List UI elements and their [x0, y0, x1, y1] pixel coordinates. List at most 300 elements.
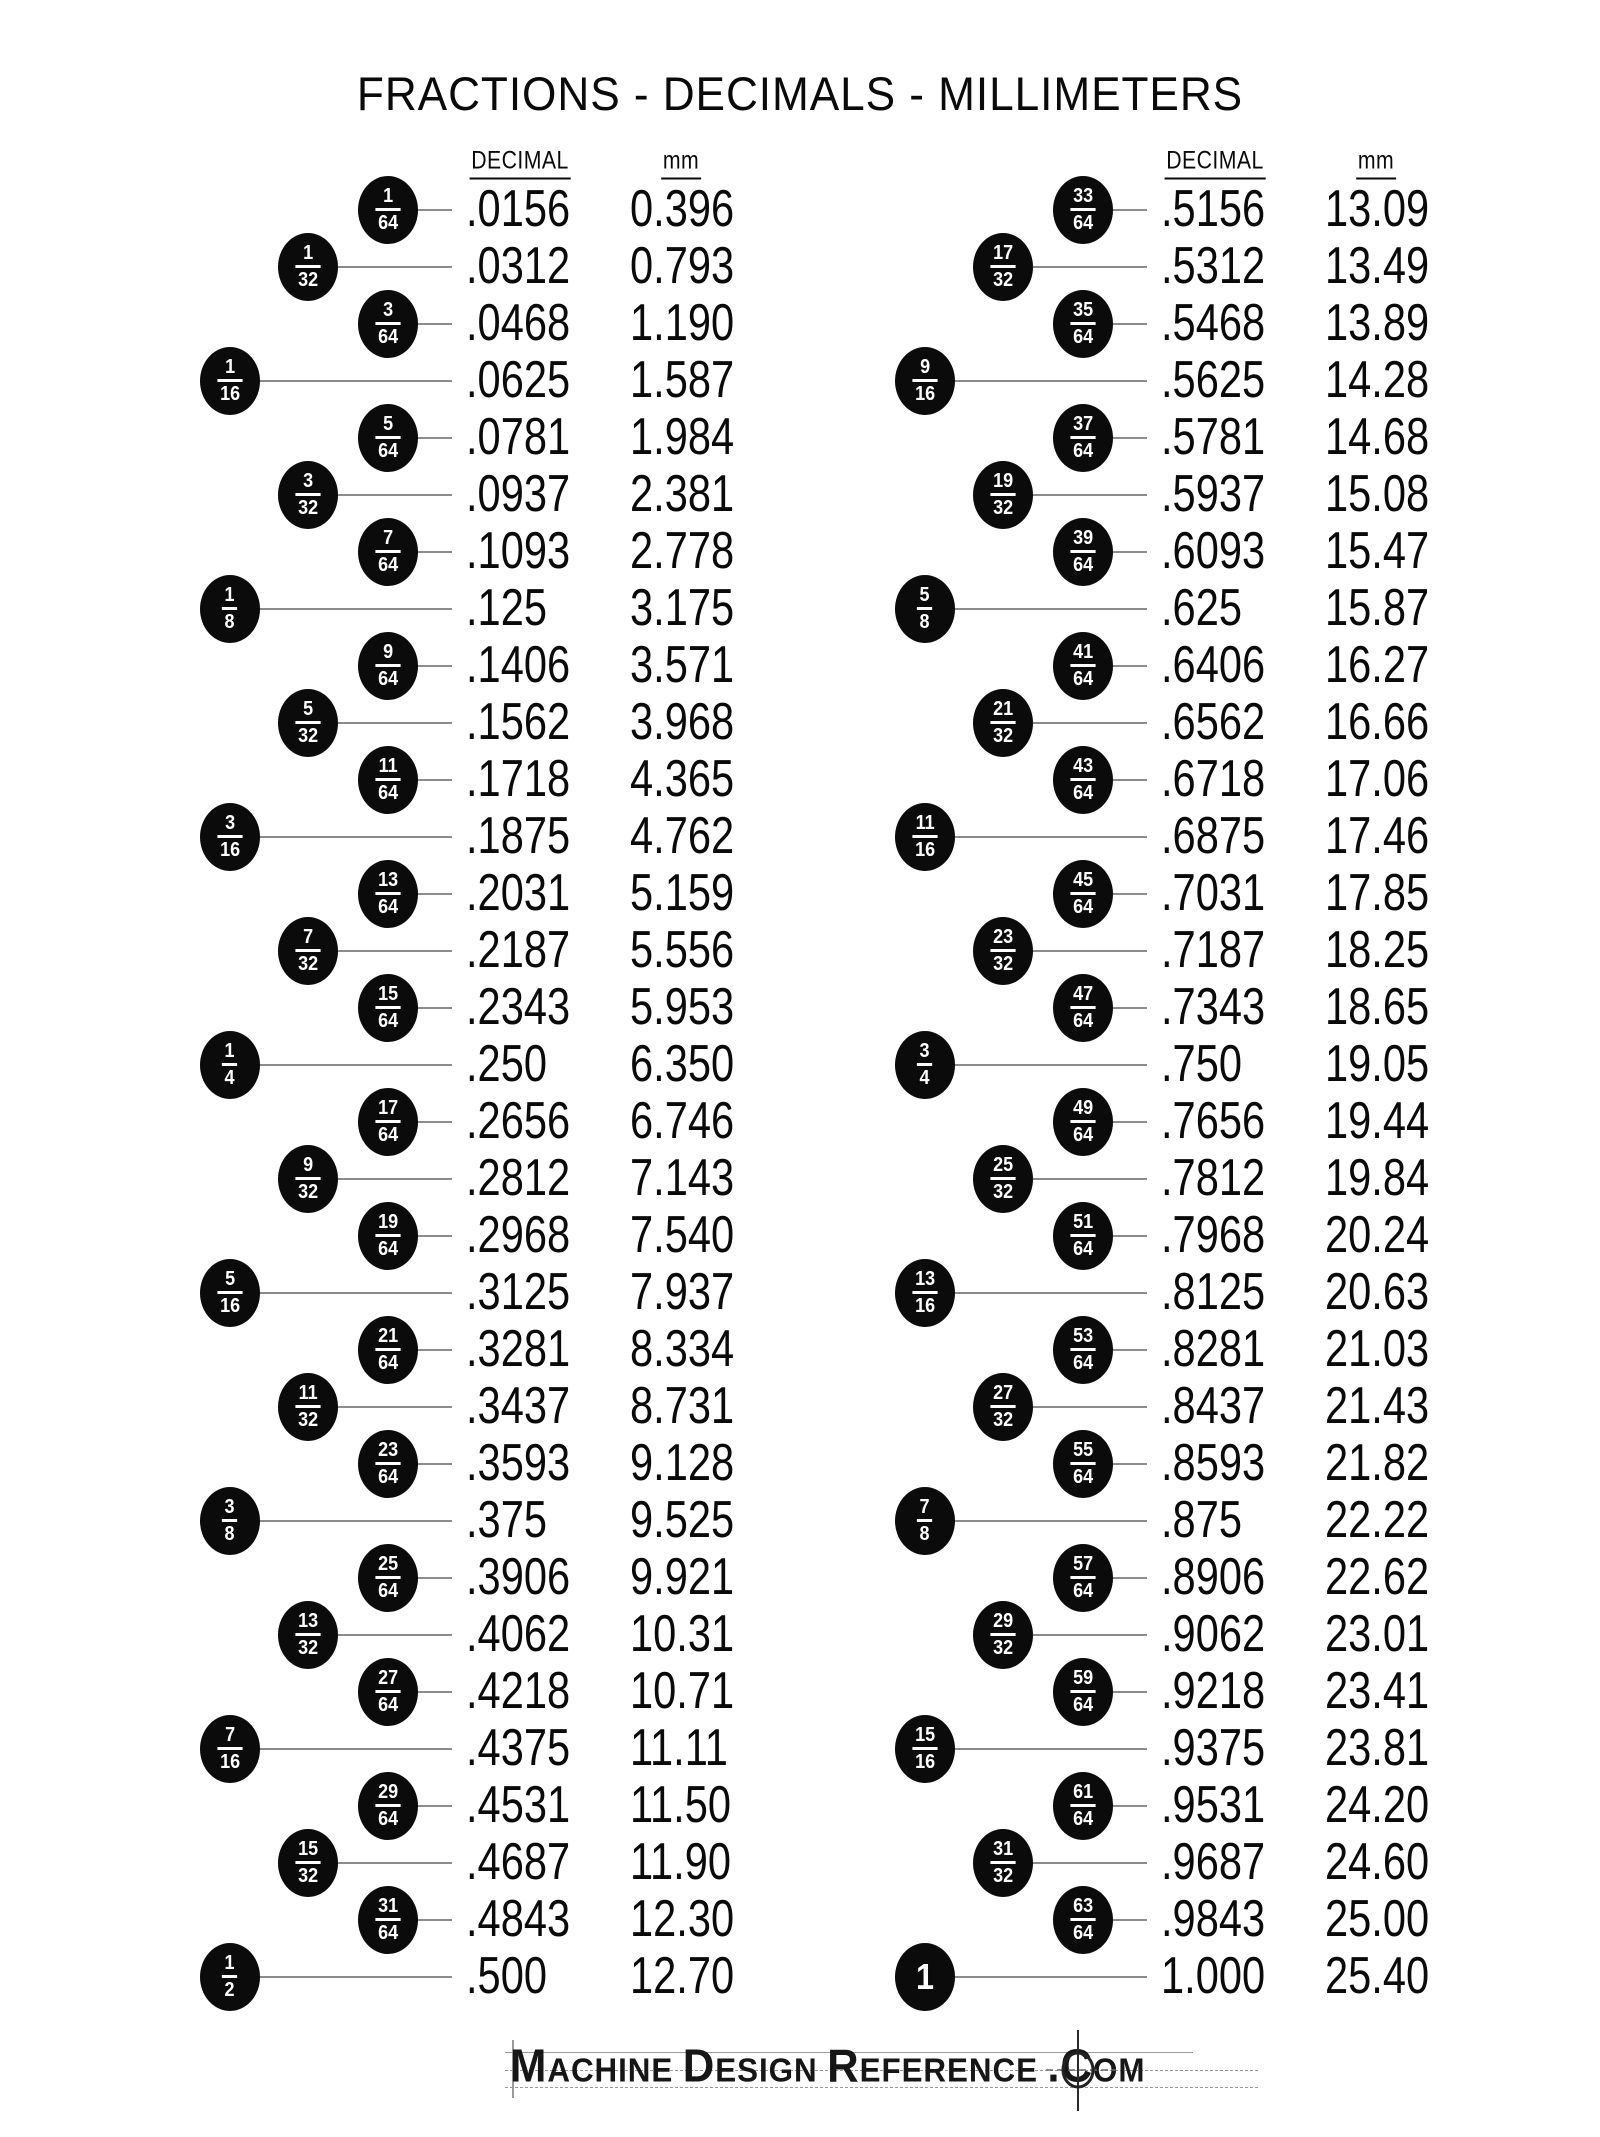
column-header-mm-right: mm [1356, 147, 1396, 180]
fraction-label [1070, 870, 1095, 917]
fraction-numerator: 47 [1072, 983, 1094, 1005]
fraction-disc [200, 803, 260, 871]
decimal-value: .8281 [1161, 1319, 1266, 1378]
page-title: FRACTIONS - DECIMALS - MILLIMETERS [356, 67, 1244, 120]
fraction-numerator: 19 [992, 470, 1014, 492]
fraction-label [375, 1554, 400, 1601]
fraction-numerator: 1 [302, 242, 314, 264]
fraction-numerator: 33 [1072, 185, 1094, 207]
fraction-label [912, 1269, 937, 1316]
table-row-21-32-r [0, 694, 1600, 751]
connector-line [230, 1520, 452, 1522]
table-row-33-64-r [0, 181, 1600, 238]
connector-line [230, 608, 452, 610]
decimal-value: .7968 [1161, 1205, 1266, 1264]
fraction-numerator: 57 [1072, 1553, 1094, 1575]
fraction-disc [973, 461, 1033, 529]
fraction-denominator: 64 [1070, 1120, 1095, 1145]
brand-word-rest: ACHINE [547, 2051, 674, 2089]
connector-line [230, 1292, 452, 1294]
fraction-denominator: 32 [990, 1861, 1015, 1886]
fraction-label [217, 1269, 242, 1316]
fraction-denominator: 16 [217, 1747, 242, 1772]
mm-value: 9.525 [630, 1490, 735, 1549]
fraction-numerator: 23 [377, 1439, 399, 1461]
mm-value: 15.87 [1325, 578, 1430, 637]
decimal-value: .2343 [466, 977, 571, 1036]
fraction-disc [895, 1715, 955, 1783]
decimal-value: .3906 [466, 1547, 571, 1606]
mm-value: 8.334 [630, 1319, 735, 1378]
fraction-denominator: 32 [990, 1633, 1015, 1658]
fraction-numerator: 1 [224, 356, 236, 378]
fraction-denominator: 64 [1070, 1576, 1095, 1601]
fraction-disc [1053, 1316, 1113, 1384]
fraction-label [375, 756, 400, 803]
fraction-disc [1053, 1658, 1113, 1726]
fraction-label [222, 1497, 237, 1544]
fraction-denominator: 64 [1070, 322, 1095, 347]
brand-word-lead: M [510, 2039, 548, 2092]
table-row-63-64-r [0, 1891, 1600, 1948]
mm-value: 16.27 [1325, 635, 1430, 694]
fraction-denominator: 32 [990, 1405, 1015, 1430]
table-row-37-64-r [0, 409, 1600, 466]
mm-value: 13.89 [1325, 293, 1430, 352]
fraction-denominator: 64 [375, 322, 400, 347]
fraction-disc [200, 1259, 260, 1327]
connector-line [230, 1748, 452, 1750]
fraction-numerator: 7 [224, 1724, 236, 1746]
fraction-label [1070, 1896, 1095, 1943]
table-row-41-64-r [0, 637, 1600, 694]
mm-value: 5.556 [630, 920, 735, 979]
fraction-numerator: 1 [382, 185, 394, 207]
fraction-denominator: 32 [295, 1861, 320, 1886]
fraction-disc [358, 1886, 418, 1954]
fraction-numerator: 55 [1072, 1439, 1094, 1461]
brand-word [827, 2039, 1038, 2092]
fraction-numerator: 37 [1072, 413, 1094, 435]
decimal-value: .3125 [466, 1262, 571, 1321]
fraction-label [990, 243, 1015, 290]
fraction-label [375, 1782, 400, 1829]
fraction-label [917, 585, 932, 632]
mm-value: 11.50 [630, 1775, 732, 1834]
fraction-disc [1053, 1202, 1113, 1270]
mm-value: 0.793 [630, 236, 735, 295]
mm-value: 24.60 [1325, 1832, 1430, 1891]
fraction-label [1070, 1326, 1095, 1373]
decimal-value: .9531 [1161, 1775, 1266, 1834]
table-row-29-32-r [0, 1606, 1600, 1663]
decimal-value: .9843 [1161, 1889, 1266, 1948]
fraction-label [1070, 1668, 1095, 1715]
decimal-value: .2812 [466, 1148, 571, 1207]
table-row-53-64-r [0, 1321, 1600, 1378]
column-header-decimal-right: DECIMAL [1165, 147, 1266, 180]
mm-value: 21.82 [1325, 1433, 1430, 1492]
decimal-value: .1718 [466, 749, 571, 808]
mm-value: 19.05 [1325, 1034, 1430, 1093]
decimal-value: .0156 [466, 179, 571, 238]
decimal-value: .0937 [466, 464, 571, 523]
decimal-value: .4218 [466, 1661, 571, 1720]
fraction-label [1070, 1782, 1095, 1829]
fraction-disc [895, 803, 955, 871]
fraction-numerator: 61 [1072, 1781, 1094, 1803]
fraction-label [990, 699, 1015, 746]
fraction-label [375, 870, 400, 917]
fraction-label [1070, 300, 1095, 347]
fraction-label [1070, 1098, 1095, 1145]
table-row-19-32-r [0, 466, 1600, 523]
fraction-label [217, 1725, 242, 1772]
mm-value: 20.63 [1325, 1262, 1430, 1321]
fraction-numerator: 3 [224, 1496, 236, 1518]
drafting-crosshair-icon [1046, 2028, 1116, 2113]
fraction-label [295, 699, 320, 746]
fraction-disc [358, 974, 418, 1042]
fraction-denominator: 64 [1070, 892, 1095, 917]
fraction-label [990, 471, 1015, 518]
fraction-disc [278, 461, 338, 529]
fraction-denominator: 16 [217, 1291, 242, 1316]
decimal-value: .3437 [466, 1376, 571, 1435]
fraction-denominator: 64 [375, 550, 400, 575]
mm-value: 4.762 [630, 806, 735, 865]
fraction-denominator: 64 [1070, 1462, 1095, 1487]
fraction-disc [358, 1202, 418, 1270]
fraction-numerator: 29 [992, 1610, 1014, 1632]
decimal-value: .500 [466, 1946, 547, 2005]
fraction-disc [1053, 1772, 1113, 1840]
decimal-value: .0781 [466, 407, 571, 466]
fraction-denominator: 8 [917, 1519, 932, 1544]
mm-value: 3.175 [630, 578, 735, 637]
fraction-label [990, 927, 1015, 974]
table-row-55-64-r [0, 1435, 1600, 1492]
mm-value: 0.396 [630, 179, 735, 238]
fraction-disc [358, 1658, 418, 1726]
fraction-numerator: 15 [914, 1724, 936, 1746]
decimal-value: .2968 [466, 1205, 571, 1264]
fraction-disc [358, 632, 418, 700]
fraction-label [1070, 984, 1095, 1031]
decimal-value: .6718 [1161, 749, 1266, 808]
fraction-numerator: 31 [377, 1895, 399, 1917]
decimal-value: .5937 [1161, 464, 1266, 523]
fraction-disc [973, 917, 1033, 985]
mm-value: 23.81 [1325, 1718, 1430, 1777]
fraction-label [912, 1725, 937, 1772]
mm-value: 11.11 [630, 1718, 728, 1777]
fraction-label [295, 1839, 320, 1886]
fraction-denominator: 64 [375, 1348, 400, 1373]
fraction-denominator: 32 [990, 493, 1015, 518]
table-row-39-64-r [0, 523, 1600, 580]
fraction-disc [1053, 1088, 1113, 1156]
decimal-value: .1093 [466, 521, 571, 580]
fraction-numerator: 9 [919, 356, 931, 378]
mm-value: 14.68 [1325, 407, 1430, 466]
fraction-numerator: 17 [992, 242, 1014, 264]
mm-value: 7.540 [630, 1205, 735, 1264]
fraction-denominator: 16 [912, 1747, 937, 1772]
fraction-denominator: 32 [295, 1633, 320, 1658]
fraction-numerator: 3 [919, 1040, 931, 1062]
fraction-numerator: 13 [377, 869, 399, 891]
fraction-numerator: 23 [992, 926, 1014, 948]
fraction-label [222, 585, 237, 632]
table-row-23-32-r [0, 922, 1600, 979]
decimal-value: .9687 [1161, 1832, 1266, 1891]
fraction-label [295, 927, 320, 974]
decimal-value: 1.000 [1161, 1946, 1266, 2005]
table-row-25-32-r [0, 1150, 1600, 1207]
mm-value: 25.00 [1325, 1889, 1430, 1948]
decimal-value: .4062 [466, 1604, 571, 1663]
fraction-label [1070, 1440, 1095, 1487]
fraction-disc [278, 917, 338, 985]
mm-value: 1.190 [630, 293, 735, 352]
fraction-denominator: 8 [222, 607, 237, 632]
mm-value: 7.143 [630, 1148, 735, 1207]
decimal-value: .8593 [1161, 1433, 1266, 1492]
decimal-value: .1406 [466, 635, 571, 694]
mm-value: 17.85 [1325, 863, 1430, 922]
fraction-disc [358, 290, 418, 358]
mm-value: 11.90 [630, 1832, 732, 1891]
table-row-31-32-r [0, 1834, 1600, 1891]
fraction-numerator: 63 [1072, 1895, 1094, 1917]
fraction-denominator: 32 [295, 949, 320, 974]
decimal-value: .7187 [1161, 920, 1266, 979]
fraction-denominator: 64 [375, 208, 400, 233]
decimal-value: .7656 [1161, 1091, 1266, 1150]
fraction-label [990, 1839, 1015, 1886]
connector-line [925, 1520, 1147, 1522]
fraction-disc [200, 1943, 260, 2011]
fraction-label [1070, 186, 1095, 233]
fraction-disc [200, 347, 260, 415]
fraction-disc [1053, 290, 1113, 358]
fraction-label [375, 984, 400, 1031]
mm-value: 10.31 [630, 1604, 735, 1663]
decimal-value: .2187 [466, 920, 571, 979]
fraction-numerator: 11 [298, 1382, 318, 1404]
mm-value: 23.41 [1325, 1661, 1430, 1720]
connector-line [230, 1064, 452, 1066]
fraction-label [375, 300, 400, 347]
decimal-value: .4375 [466, 1718, 571, 1777]
fraction-disc [358, 1088, 418, 1156]
fraction-numerator: 45 [1072, 869, 1094, 891]
decimal-value: .5625 [1161, 350, 1266, 409]
decimal-value: .0468 [466, 293, 571, 352]
fraction-numerator: 15 [297, 1838, 319, 1860]
table-row-17-32-r [0, 238, 1600, 295]
fraction-label [1070, 1554, 1095, 1601]
fraction-disc [358, 1316, 418, 1384]
fraction-disc [358, 1772, 418, 1840]
mm-value: 14.28 [1325, 350, 1430, 409]
fraction-label [917, 1497, 932, 1544]
mm-value: 21.43 [1325, 1376, 1430, 1435]
fraction-numerator: 11 [378, 755, 398, 777]
fraction-disc [358, 746, 418, 814]
fraction-denominator: 32 [295, 493, 320, 518]
fraction-label [1070, 1212, 1095, 1259]
decimal-value: .3593 [466, 1433, 571, 1492]
fraction-disc [1053, 1544, 1113, 1612]
fraction-disc [358, 176, 418, 244]
mm-value: 18.65 [1325, 977, 1430, 1036]
fraction-numerator: 21 [992, 698, 1014, 720]
table-row-59-64-r [0, 1663, 1600, 1720]
decimal-value: .125 [466, 578, 547, 637]
fraction-label [990, 1155, 1015, 1202]
fraction-disc [895, 347, 955, 415]
fraction-disc [278, 689, 338, 757]
fraction-label [295, 1611, 320, 1658]
connector-line [925, 1748, 1147, 1750]
fraction-numerator: 1 [224, 1040, 236, 1062]
fraction-disc [973, 689, 1033, 757]
fraction-label [990, 1611, 1015, 1658]
fraction-numerator: 17 [377, 1097, 399, 1119]
fraction-denominator: 64 [375, 778, 400, 803]
fraction-label [1070, 642, 1095, 689]
whole-number-label: 1 [915, 1955, 935, 1997]
fraction-label [912, 357, 937, 404]
fraction-label [375, 1212, 400, 1259]
mm-value: 1.984 [630, 407, 735, 466]
fraction-numerator: 3 [302, 470, 314, 492]
decimal-value: .5312 [1161, 236, 1266, 295]
fraction-disc [358, 1430, 418, 1498]
brand-word [510, 2039, 674, 2092]
fraction-disc [278, 1601, 338, 1669]
fraction-disc [1053, 176, 1113, 244]
mm-value: 3.571 [630, 635, 735, 694]
fraction-denominator: 64 [375, 892, 400, 917]
mm-value: 17.46 [1325, 806, 1430, 865]
fraction-denominator: 16 [912, 835, 937, 860]
fraction-denominator: 4 [917, 1063, 932, 1088]
fraction-numerator: 25 [377, 1553, 399, 1575]
decimal-value: .5156 [1161, 179, 1266, 238]
fraction-disc [1053, 746, 1113, 814]
column-header-mm-left: mm [661, 147, 701, 180]
fraction-label [1070, 756, 1095, 803]
mm-value: 6.746 [630, 1091, 735, 1150]
fraction-disc [358, 404, 418, 472]
fraction-disc [973, 1601, 1033, 1669]
fraction-disc [278, 1145, 338, 1213]
fraction-disc [1053, 632, 1113, 700]
decimal-value: .7812 [1161, 1148, 1266, 1207]
fraction-denominator: 64 [1070, 550, 1095, 575]
decimal-value: .875 [1161, 1490, 1242, 1549]
mm-value: 19.44 [1325, 1091, 1430, 1150]
fraction-denominator: 32 [295, 721, 320, 746]
fraction-numerator: 9 [382, 641, 394, 663]
fraction-denominator: 2 [222, 1975, 237, 2000]
brand-word-lead: D [682, 2039, 716, 2092]
decimal-value: .0312 [466, 236, 571, 295]
mm-value: 15.08 [1325, 464, 1430, 523]
fraction-denominator: 64 [375, 1234, 400, 1259]
fraction-denominator: 32 [990, 949, 1015, 974]
fraction-denominator: 64 [1070, 436, 1095, 461]
fraction-label [217, 357, 242, 404]
mm-value: 9.921 [630, 1547, 735, 1606]
mm-value: 24.20 [1325, 1775, 1430, 1834]
decimal-value: .4687 [466, 1832, 571, 1891]
fraction-denominator: 64 [375, 1006, 400, 1031]
table-row-43-64-r [0, 751, 1600, 808]
mm-value: 4.365 [630, 749, 735, 808]
fraction-numerator: 1 [224, 1952, 236, 1974]
decimal-value: .1562 [466, 692, 571, 751]
decimal-value: .5468 [1161, 293, 1266, 352]
fraction-numerator: 41 [1072, 641, 1094, 663]
fraction-disc [1053, 1430, 1113, 1498]
fraction-disc [973, 1373, 1033, 1441]
connector-line [925, 836, 1147, 838]
brand-word-rest: ESIGN [715, 2051, 818, 2089]
connector-line [230, 380, 452, 382]
decimal-value: .625 [1161, 578, 1242, 637]
decimal-value: .8125 [1161, 1262, 1266, 1321]
decimal-value: .375 [466, 1490, 547, 1549]
connector-line [925, 608, 1147, 610]
fraction-disc [358, 860, 418, 928]
fraction-denominator: 8 [917, 607, 932, 632]
connector-line [925, 1976, 1147, 1978]
fraction-label [375, 1896, 400, 1943]
fraction-numerator: 49 [1072, 1097, 1094, 1119]
fraction-numerator: 39 [1072, 527, 1094, 549]
mm-value: 25.40 [1325, 1946, 1430, 2005]
fraction-label [375, 1098, 400, 1145]
fraction-denominator: 32 [295, 1405, 320, 1430]
fraction-disc [895, 575, 955, 643]
mm-value: 18.25 [1325, 920, 1430, 979]
fraction-denominator: 64 [1070, 1234, 1095, 1259]
fraction-denominator: 32 [295, 1177, 320, 1202]
decimal-value: .9375 [1161, 1718, 1266, 1777]
fraction-numerator: 31 [992, 1838, 1014, 1860]
fraction-numerator: 51 [1072, 1211, 1094, 1233]
table-row-27-32-r [0, 1378, 1600, 1435]
decimal-value: .8437 [1161, 1376, 1266, 1435]
fraction-denominator: 64 [375, 1804, 400, 1829]
fraction-numerator: 29 [377, 1781, 399, 1803]
mm-value: 1.587 [630, 350, 735, 409]
mm-value: 20.24 [1325, 1205, 1430, 1264]
decimal-value: .1875 [466, 806, 571, 865]
fraction-numerator: 5 [382, 413, 394, 435]
fraction-denominator: 64 [375, 664, 400, 689]
fraction-disc [973, 233, 1033, 301]
table-row-61-64-r [0, 1777, 1600, 1834]
fraction-label [375, 528, 400, 575]
fraction-numerator: 27 [992, 1382, 1014, 1404]
fraction-denominator: 64 [375, 1462, 400, 1487]
fraction-numerator: 7 [382, 527, 394, 549]
